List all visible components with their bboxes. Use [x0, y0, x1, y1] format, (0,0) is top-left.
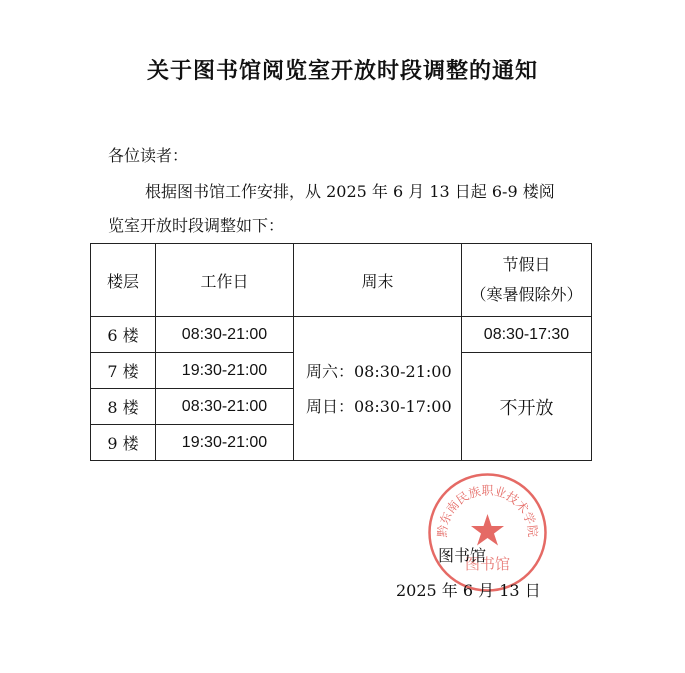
- holiday-cell-6f: 08:30-17:30: [462, 317, 592, 353]
- floor-cell: 6 楼: [91, 317, 156, 353]
- workday-cell: 08:30-21:00: [156, 389, 294, 425]
- body-line-1: 根据图书馆工作安排，从 2025 年 6 月 13 日起 6-9 楼阅: [145, 182, 555, 201]
- floor-cell: 8 楼: [91, 389, 156, 425]
- seal-center-text: 图书馆: [464, 555, 511, 573]
- workday-cell: 19:30-21:00: [156, 425, 294, 461]
- floor-cell: 7 楼: [91, 353, 156, 389]
- weekend-saturday: 周六：08:30-21:00: [306, 361, 452, 381]
- official-seal: [425, 470, 550, 595]
- weekend-cell: [294, 317, 462, 461]
- signature-date: 2025 年 6 月 13 日: [396, 581, 541, 600]
- workday-cell: 08:30-21:00: [156, 317, 294, 353]
- weekend-sunday: 周日：08:30-17:00: [306, 396, 452, 416]
- notice-title: 关于图书馆阅览室开放时段调整的通知: [146, 58, 538, 84]
- greeting: 各位读者：: [108, 146, 189, 165]
- header-weekend: 周末: [294, 244, 462, 317]
- header-holiday: [462, 244, 592, 317]
- body-line-2: 览室开放时段调整如下：: [108, 216, 285, 235]
- table-header-row: [91, 244, 592, 317]
- header-holiday-line2: （寒暑假除外）: [470, 285, 583, 304]
- header-holiday-line1: 节假日: [502, 255, 551, 274]
- header-floor: 楼层: [91, 244, 156, 317]
- header-workday: 工作日: [156, 244, 294, 317]
- seal-arc-text: 黔东南民族职业技术学院: [435, 483, 540, 538]
- seal-star-icon: [471, 514, 504, 546]
- holiday-cell-closed: 不开放: [462, 353, 592, 461]
- schedule-table: [90, 243, 592, 461]
- signature-org: 图书馆: [438, 546, 487, 565]
- floor-cell: 9 楼: [91, 425, 156, 461]
- workday-cell: 19:30-21:00: [156, 353, 294, 389]
- table-row: [91, 317, 592, 353]
